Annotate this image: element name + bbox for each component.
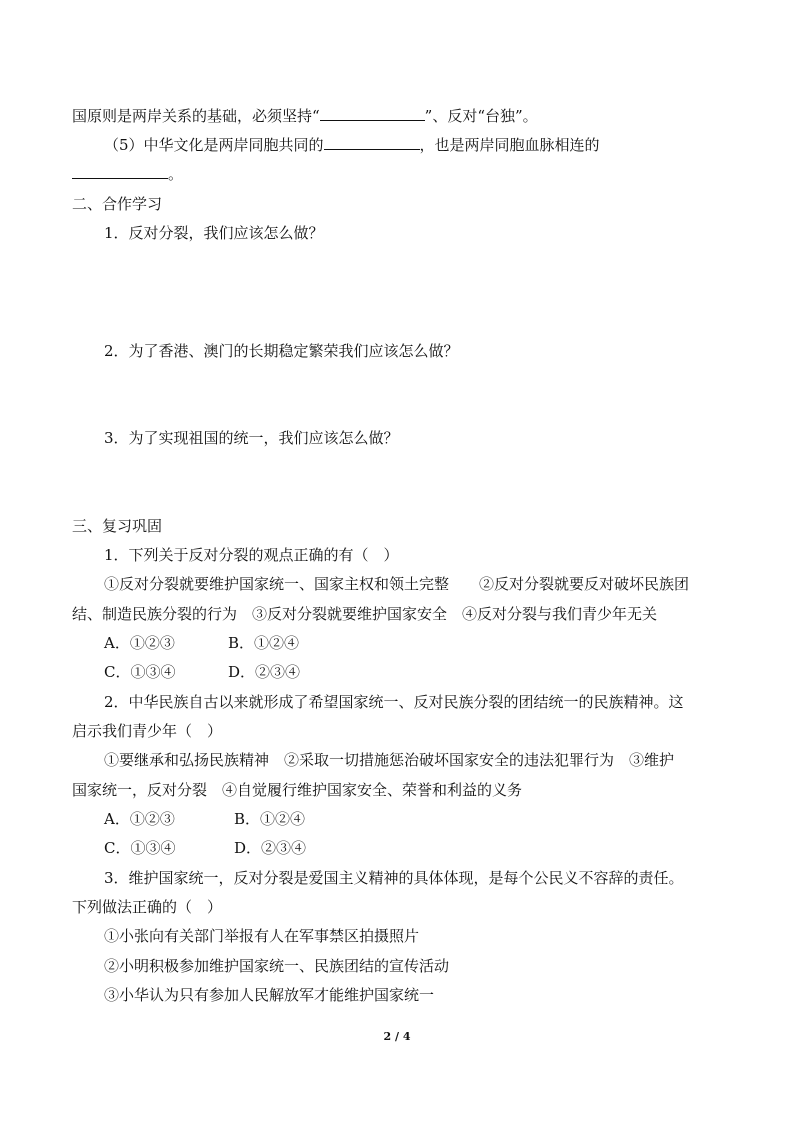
question-stem: 3．维护国家统一，反对分裂是爱国主义精神的具体体现，是每个公民义不容辞的责任。 xyxy=(104,869,684,887)
section-heading: 二、合作学习 xyxy=(72,195,163,213)
answer-blank[interactable] xyxy=(72,164,168,179)
option-c[interactable]: C．①③④ xyxy=(104,839,176,857)
statement-text: ③小华认为只有参加人民解放军才能维护国家统一 xyxy=(104,986,435,1004)
question-text: 1．反对分裂，我们应该怎么做？ xyxy=(104,224,324,242)
question-stem: 下列做法正确的（ ） xyxy=(72,898,223,916)
option-a[interactable]: A．①②③ xyxy=(104,634,175,652)
fill-text: ”、反对“台独”。 xyxy=(424,107,538,125)
fill-text: 国原则是两岸关系的基础，必须坚持“ xyxy=(72,107,320,125)
option-d[interactable]: D．②③④ xyxy=(234,839,307,857)
fill-text: （5）中华文化是两岸同胞共同的 xyxy=(104,136,324,154)
question-text: 2．为了香港、澳门的长期稳定繁荣我们应该怎么做？ xyxy=(104,342,459,360)
option-a[interactable]: A．①②③ xyxy=(104,810,175,828)
option-d[interactable]: D．②③④ xyxy=(228,663,301,681)
fill-line-2 xyxy=(104,135,764,155)
option-b[interactable]: B．①②④ xyxy=(234,810,306,828)
fill-line-1 xyxy=(72,106,732,126)
question-text: 3．为了实现祖国的统一，我们应该怎么做？ xyxy=(104,429,399,447)
statement-text: 结、制造民族分裂的行为 ③反对分裂就要维护国家安全 ④反对分裂与我们青少年无关 xyxy=(72,605,658,623)
option-c[interactable]: C．①③④ xyxy=(104,663,176,681)
fill-line-3 xyxy=(72,164,732,184)
question-stem: 启示我们青少年（ ） xyxy=(72,722,223,740)
statement-text: ②小明积极参加维护国家统一、民族团结的宣传活动 xyxy=(104,957,450,975)
answer-blank[interactable] xyxy=(320,106,425,121)
answer-blank[interactable] xyxy=(324,135,420,150)
fill-text: 。 xyxy=(168,165,184,183)
fill-text: ，也是两岸同胞血脉相连的 xyxy=(419,136,600,154)
section-heading: 三、复习巩固 xyxy=(72,517,163,535)
question-stem: 2．中华民族自古以来就形成了希望国家统一、反对民族分裂的团结统一的民族精神。这 xyxy=(104,693,684,711)
statement-text: ①反对分裂就要维护国家统一、国家主权和领土完整 ②反对分裂就要反对破坏民族团 xyxy=(104,575,690,593)
question-stem: 1．下列关于反对分裂的观点正确的有（ ） xyxy=(104,546,399,564)
statement-text: ①小张向有关部门举报有人在军事禁区拍摄照片 xyxy=(104,927,420,945)
statement-text: ①要继承和弘扬民族精神 ②采取一切措施惩治破坏国家安全的违法犯罪行为 ③维护 xyxy=(104,751,675,769)
statement-text: 国家统一，反对分裂 ④自觉履行维护国家安全、荣誉和利益的义务 xyxy=(72,781,523,799)
option-b[interactable]: B．①②④ xyxy=(228,634,300,652)
page-number: 2 / 4 xyxy=(383,1030,411,1043)
